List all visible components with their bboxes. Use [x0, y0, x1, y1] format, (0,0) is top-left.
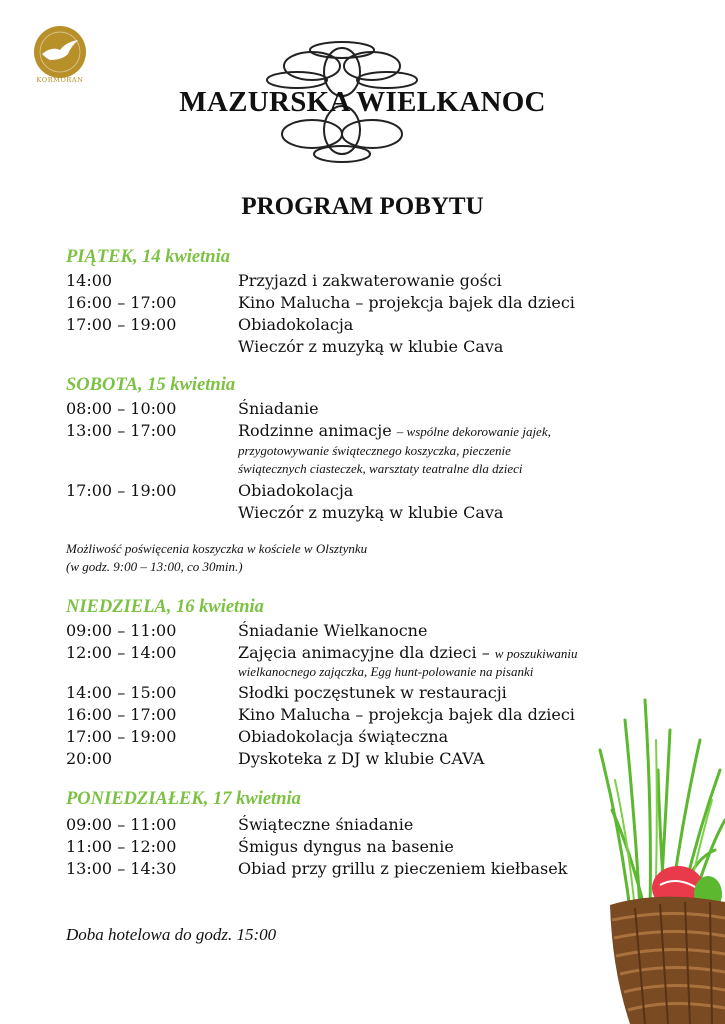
time-cell: 17:00 – 19:00	[66, 481, 177, 500]
event-cell: Obiadokolacja	[238, 481, 354, 500]
page-title: MAZURSKA WIELKANOC	[179, 86, 546, 118]
logo-text: KORMORAN	[36, 76, 84, 84]
day-header-friday: PIĄTEK, 14 kwietnia	[66, 247, 230, 267]
time-cell: 16:00 – 17:00	[66, 705, 177, 724]
event-description: – wspólne dekorowanie jajek,	[396, 424, 551, 439]
event-cell	[238, 420, 551, 443]
day-header-saturday: SOBOTA, 15 kwietnia	[66, 375, 236, 395]
event-cell: Kino Malucha – projekcja bajek dla dzieci	[238, 705, 575, 724]
event-description: przygotowywanie świątecznego koszyczka, pieczenie	[238, 443, 511, 458]
time-cell: 12:00 – 14:00	[66, 643, 177, 662]
event-cell: Śniadanie	[238, 399, 319, 418]
event-cell: Śmigus dyngus na basenie	[238, 837, 454, 856]
event-cell: Słodki poczęstunek w restauracji	[238, 683, 507, 702]
time-cell: 16:00 – 17:00	[66, 293, 177, 312]
day-header-monday: PONIEDZIAŁEK, 17 kwietnia	[66, 789, 301, 809]
event-cell	[238, 642, 578, 665]
time-cell: 14:00 – 15:00	[66, 683, 177, 702]
event-description: świątecznych ciasteczek, warsztaty teatralne dla dzieci	[238, 461, 523, 476]
event-cell: Świąteczne śniadanie	[238, 815, 414, 834]
checkout-note: Doba hotelowa do godz. 15:00	[66, 925, 277, 944]
event-description: w poszukiwaniu	[494, 646, 578, 661]
time-cell: 17:00 – 19:00	[66, 315, 177, 334]
time-cell: 09:00 – 11:00	[66, 815, 177, 834]
event-cell: Dyskoteka z DJ w klubie CAVA	[238, 749, 485, 768]
event-title: Zajęcia animacyjne dla dzieci –	[238, 643, 490, 662]
event-cell: Śniadanie Wielkanocne	[238, 621, 428, 640]
time-cell: 13:00 – 14:30	[66, 859, 177, 878]
event-cell: Obiadokolacja	[238, 315, 354, 334]
time-cell: 11:00 – 12:00	[66, 837, 177, 856]
time-cell: 17:00 – 19:00	[66, 727, 177, 746]
time-cell: 09:00 – 11:00	[66, 621, 177, 640]
program-subtitle: PROGRAM POBYTU	[241, 193, 484, 220]
event-cell: Wieczór z muzyką w klubie Cava	[238, 337, 504, 356]
time-cell: 13:00 – 17:00	[66, 421, 177, 440]
event-cell: Obiad przy grillu z pieczeniem kiełbasek	[238, 859, 568, 878]
time-cell: 08:00 – 10:00	[66, 399, 177, 418]
event-cell: Przyjazd i zakwaterowanie gości	[238, 271, 502, 290]
time-cell: 20:00	[66, 749, 113, 768]
event-cell: Obiadokolacja świąteczna	[238, 727, 449, 746]
day-header-sunday: NIEDZIELA, 16 kwietnia	[66, 597, 264, 617]
blessing-note: Możliwość poświęcenia koszyczka w kościele w Olsztynku	[66, 541, 368, 556]
easter-basket-grass-icon	[590, 680, 725, 1024]
time-cell: 14:00	[66, 271, 113, 290]
event-description: wielkanocnego zajączka, Egg hunt-polowanie na pisanki	[238, 664, 534, 679]
blessing-note: (w godz. 9:00 – 13:00, co 30min.)	[66, 559, 243, 574]
event-cell: Kino Malucha – projekcja bajek dla dzieci	[238, 293, 575, 312]
event-cell: Wieczór z muzyką w klubie Cava	[238, 503, 504, 522]
event-title: Rodzinne animacje	[238, 421, 392, 440]
